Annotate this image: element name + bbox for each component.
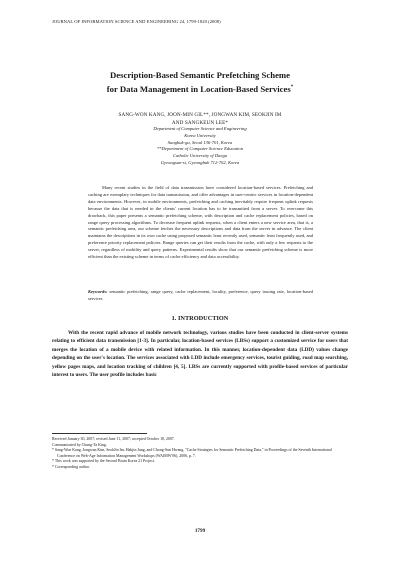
footnotes [52,437,348,471]
communicated-by: Communicated by Chung-Ta King. [52,442,107,447]
introduction-paragraph: With the recent rapid advance of mobile network technology, various studies have been conducted in client-server systems relating to efficient data transmission [1-3]. In particular, location-based services (LBSs) support a customized service for users that merges the location of a mobile device with related information. In this manner, location-dependent data (LDD) values change depending on the user's location. The services associated with LDD include emergency services, tourist guiding, road map searching, yellow pages maps, and location tracking of children [4, 5]. LBSs are currently supported with profile-based services of particular interest to users. The user profile includes basic [52,330,348,379]
footnote-item: * This work was supported by the Second Brain Korea 21 Project. [52,459,156,464]
title-footnote-mark: * [290,84,294,90]
section-heading: 1. INTRODUCTION [171,315,229,322]
author-line-1: SANG-WON KANG, JOON-MIN GIL**, JONGWAN KIM, SEOKJIN IM [118,112,282,118]
affiliation-line: **Department of Computer Science Education [157,146,243,152]
abstract-text: Many recent studies in the field of data transmission have considered location-based services. Prefetching and caching are exemplary techniques for data transmission, and offer advantages in user-centric services in location-dependent data environments. However, in mobile environments, prefetching and caching inevitably require frequent uplink requests because the data that is needed in the clients' current location has to be transmitted from a server. To overcome this drawback, this paper presents a semantic prefetching scheme, with description and cache replacement policies, based on range query processing algorithms. To decrease frequent uplink requests, when a client enters a new service area, that is, a semantic prefetching area, our scheme fetches the necessary descriptions and data from the server in advance. The client maintains the descriptions in its own cache using proposed semantic least recently used, semantic least frequently used, and preference priority replacement policies. Range queries can get their results from the cache, with only a few requests to the server, regardless of mobility and query patterns. Experimental results show that our semantic prefetching scheme is more efficient than the existing scheme in terms of cache efficiency and data accessibility. [88,185,313,260]
affiliation-line: Korea University [184,132,216,138]
paper-title [40,70,360,95]
affiliation-line: Department of Computer Science and Engineering [153,126,247,131]
footnote-rule [52,433,147,434]
keywords-label: Keywords: [88,289,108,294]
footnote-item: * Sang-Won Kang, Jongwan Kim, SeokJin Im, Hakjin Jung, and Chong-Sun Hwang, "Cache Strategies for Semantic Prefetching Data," in Proceedings of the Seventh International Conference on Web-Age Information Management Workshops (WAIMW'06), 2006, p. 7. [52,448,332,458]
title-line-2-text: for Data Management in Location-Based Services [106,83,291,94]
abstract [88,185,313,261]
affiliations [40,126,360,167]
affiliation-line: Sungbuk-gu, Seoul 136-701, Korea [167,139,233,145]
author-line-2: AND SANGKEUN LEE* [171,120,229,126]
received-dates: Received January 30, 2007; revised June 11, 2007; accepted October 18, 2007. [52,437,175,441]
keywords-text: semantic prefetching, range query, cache replacement, locality, preference, query issuing rate, location-based services [88,289,313,301]
running-head: JOURNAL OF INFORMATION SCIENCE AND ENGINEERING 24, 1799-1820 (2008) [52,19,221,24]
author-list [40,111,360,127]
introduction-body [52,329,348,379]
title-line-2 [40,82,360,95]
title-line-1: Description-Based Semantic Prefetching Scheme [109,70,291,80]
affiliation-line: Gyeongsan-si, Gyeongbuk 712-702, Korea [160,159,240,165]
keywords [88,289,313,303]
page-number: 1799 [194,528,206,534]
footnote-item: * Corresponding author. [52,464,90,469]
affiliation-line: Catholic University of Daegu [172,153,228,159]
